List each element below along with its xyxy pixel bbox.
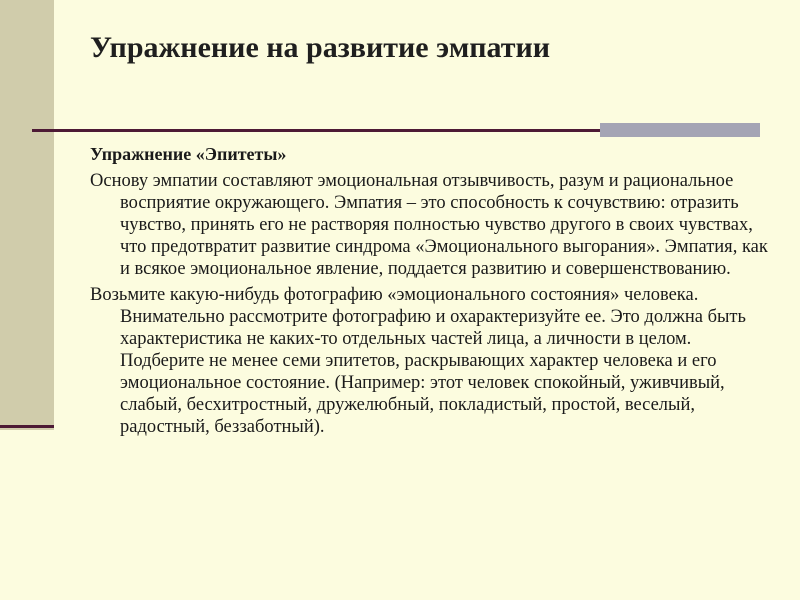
title-divider-gray-bar (600, 123, 760, 137)
side-bar-underline (0, 425, 54, 428)
exercise-subtitle: Упражнение «Эпитеты» (90, 144, 287, 164)
title-divider-line (32, 129, 600, 132)
body-paragraph-instructions: Возьмите какую-нибудь фотографию «эмоционального состояния» человека. Внимательно рассмотрите фотографию и охарактеризуйте ее. Это должна быть характеристика не каких-то отдельных частей лица, а личности в целом. Подберите не менее семи эпитетов, раскрывающих характер человека и его эмоциональное состояние. (Например: этот человек спокойный, уживчивый, слабый, бесхитростный, дружелюбный, покладистый, простой, веселый, радостный, беззаботный). (90, 285, 746, 437)
slide-title: Упражнение на развитие эмпатии (90, 31, 551, 64)
decorative-side-bar (0, 0, 54, 430)
slide-body (90, 142, 770, 442)
body-paragraph-empathy: Основу эмпатии составляют эмоциональная отзывчивость, разум и рациональное восприятие окружающего. Эмпатия – это способность к сочувствию: отразить чувство, принять его не растворяя полностью чувство другого в своих чувствах, что предотвратит развитие синдрома «Эмоционального выгорания». Эмпатия, как и всякое эмоциональное явление, поддается развитию и совершенствованию. (90, 171, 768, 279)
